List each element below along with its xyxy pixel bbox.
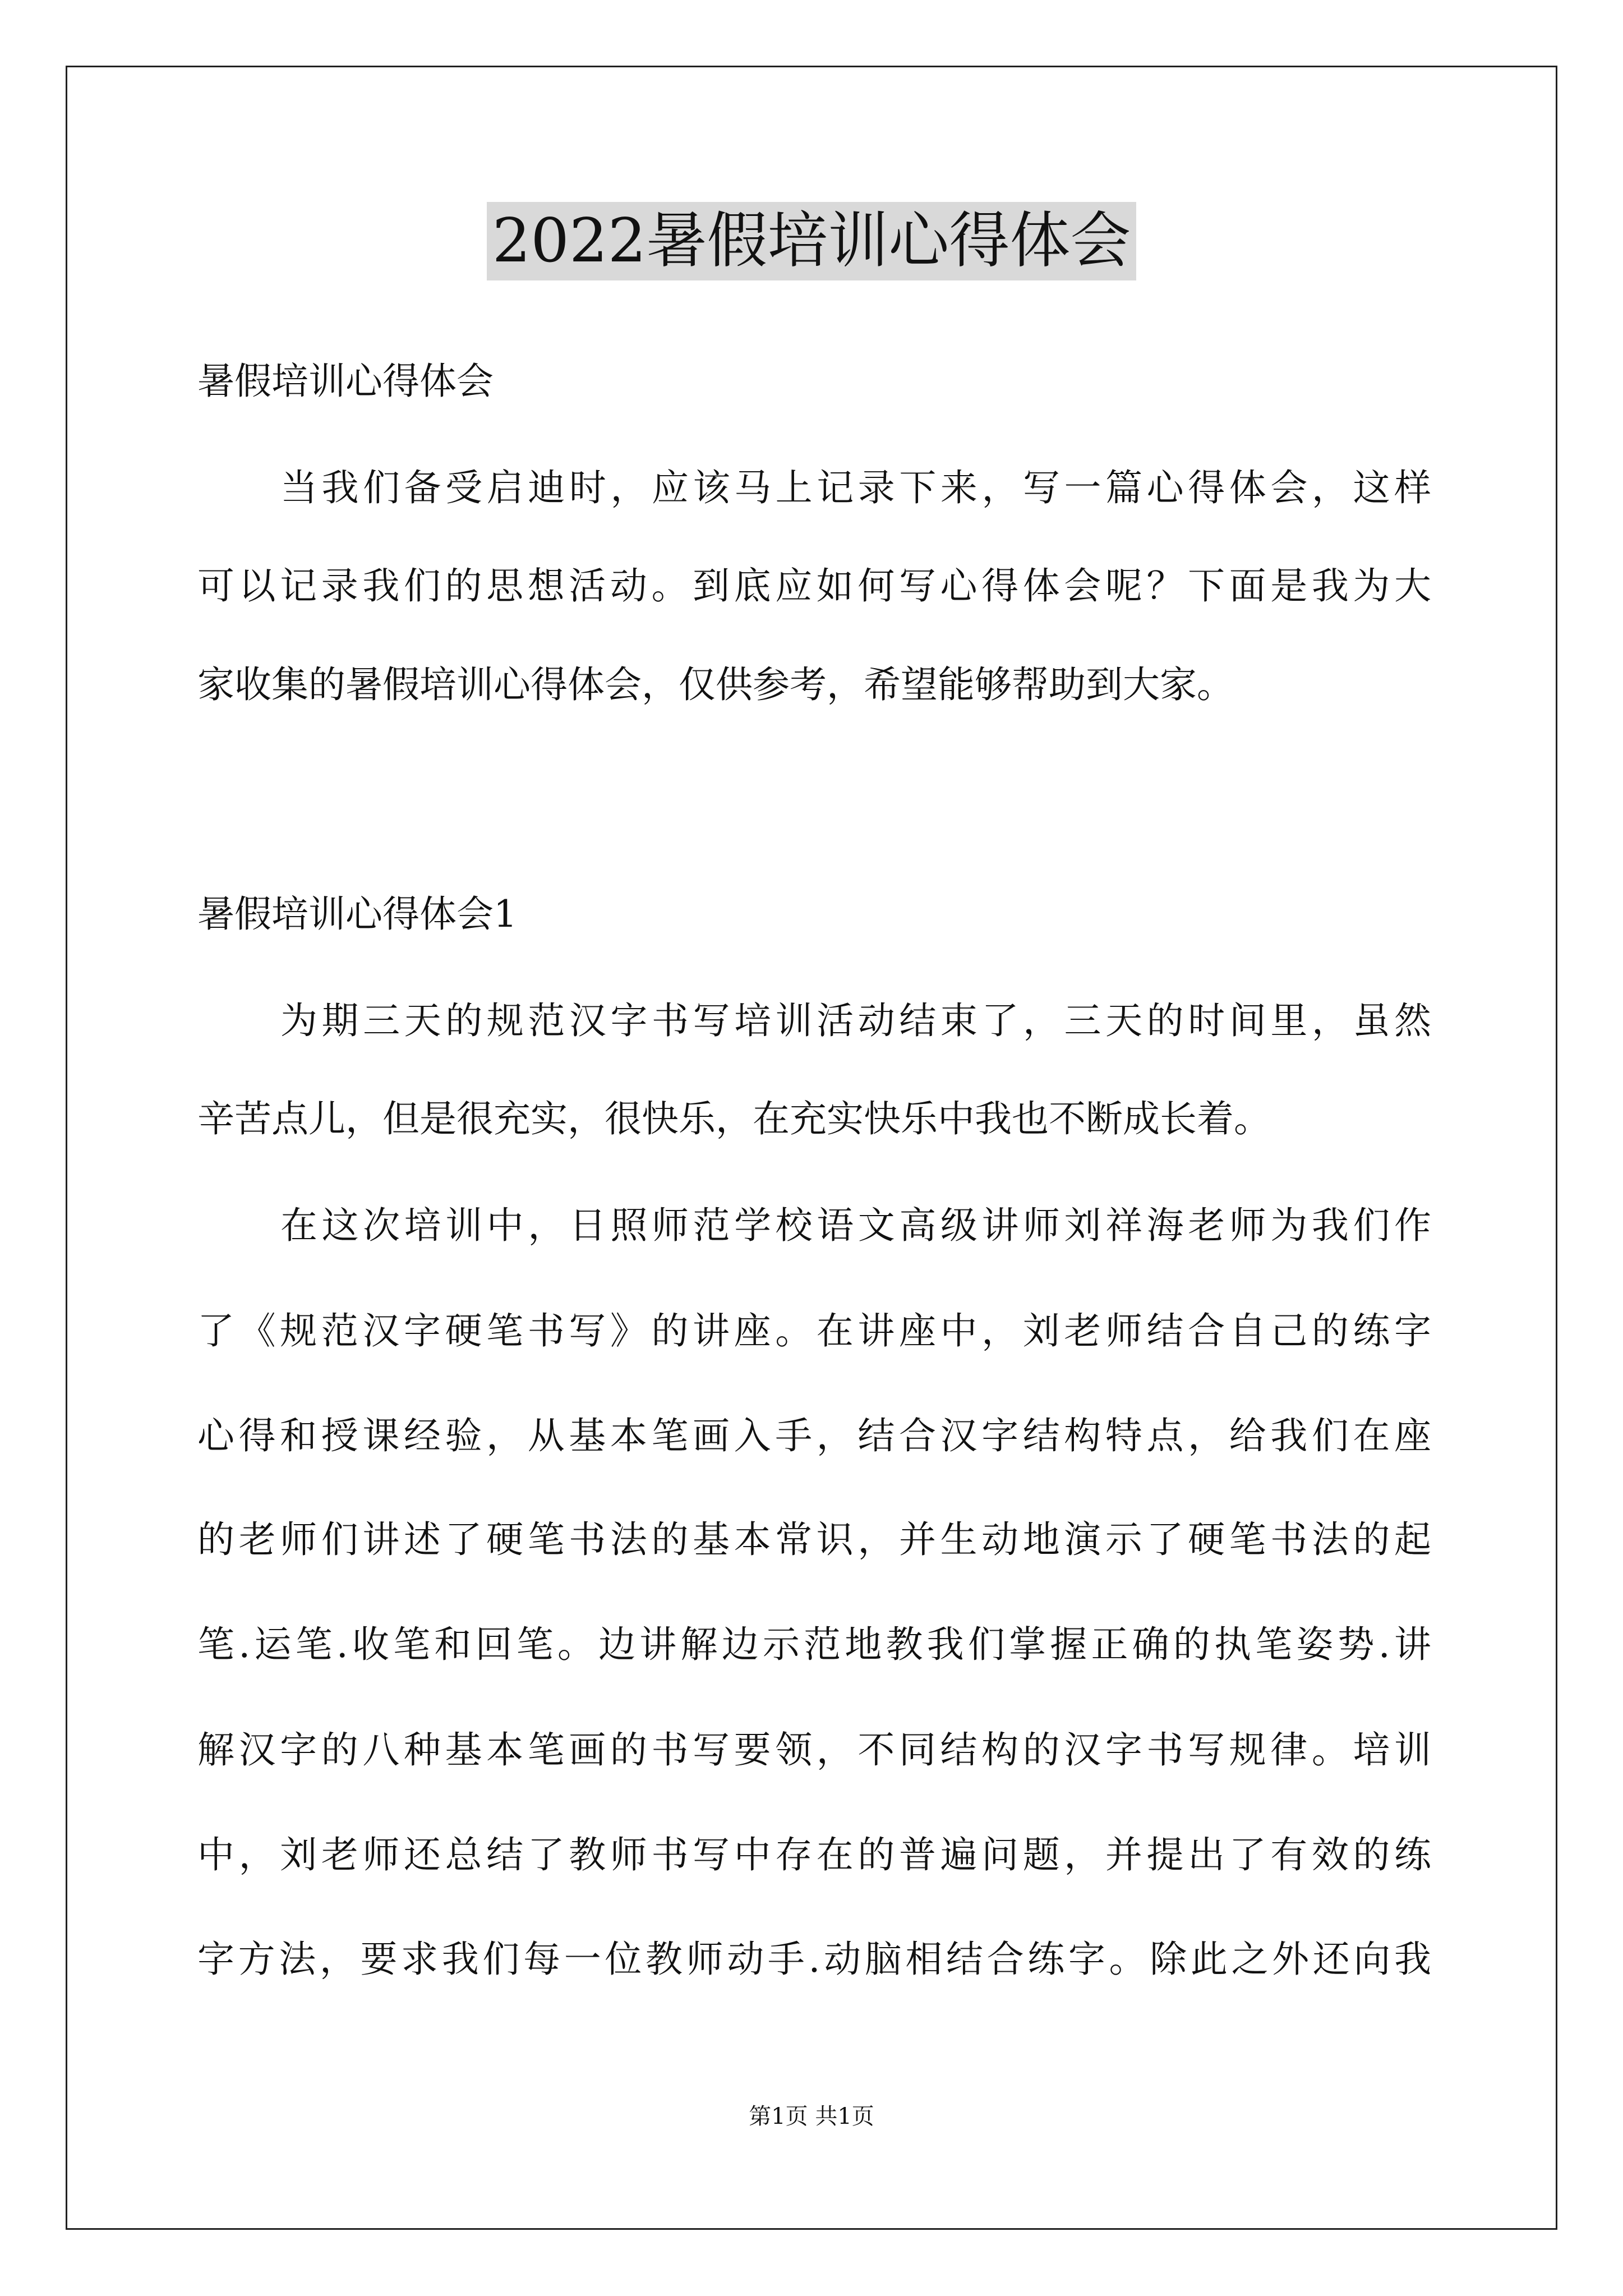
paragraph-line: 在这次培训中，日照师范学校语文高级讲师刘祥海老师为我们作 [280,1204,1431,1247]
title-container [0,202,1623,280]
paragraph-line: 笔.运笔.收笔和回笔。边讲解边示范地教我们掌握正确的执笔姿势.讲 [197,1623,1431,1666]
paragraph-line: 辛苦点儿，但是很充实，很快乐，在充实快乐中我也不断成长着。 [197,1097,1271,1140]
paragraph-line: 解汉字的八种基本笔画的书写要领，不同结构的汉字书写规律。培训 [197,1728,1431,1772]
paragraph-line: 的老师们讲述了硬笔书法的基本常识，并生动地演示了硬笔书法的起 [197,1518,1431,1561]
section-heading: 暑假培训心得体会1 [197,892,517,936]
page-footer: 第1页 共1页 [749,2104,874,2129]
paragraph-line: 字方法，要求我们每一位教师动手.动脑相结合练字。除此之外还向我 [197,1938,1431,1981]
document-subtitle: 暑假培训心得体会 [197,360,494,403]
document-title: 2022暑假培训心得体会 [487,202,1137,280]
intro-line: 当我们备受启迪时，应该马上记录下来，写一篇心得体会，这样 [280,466,1431,509]
paragraph-line: 心得和授课经验，从基本笔画入手，结合汉字结构特点，给我们在座 [197,1414,1431,1457]
paragraph-line: 中，刘老师还总结了教师书写中存在的普遍问题，并提出了有效的练 [197,1833,1431,1876]
paragraph-line: 为期三天的规范汉字书写培训活动结束了，三天的时间里，虽然 [280,999,1431,1042]
intro-line: 可以记录我们的思想活动。到底应如何写心得体会呢？下面是我为大 [197,564,1431,608]
paragraph-line: 了《规范汉字硬笔书写》的讲座。在讲座中，刘老师结合自己的练字 [197,1309,1431,1352]
intro-line: 家收集的暑假培训心得体会，仅供参考，希望能够帮助到大家。 [197,663,1234,706]
